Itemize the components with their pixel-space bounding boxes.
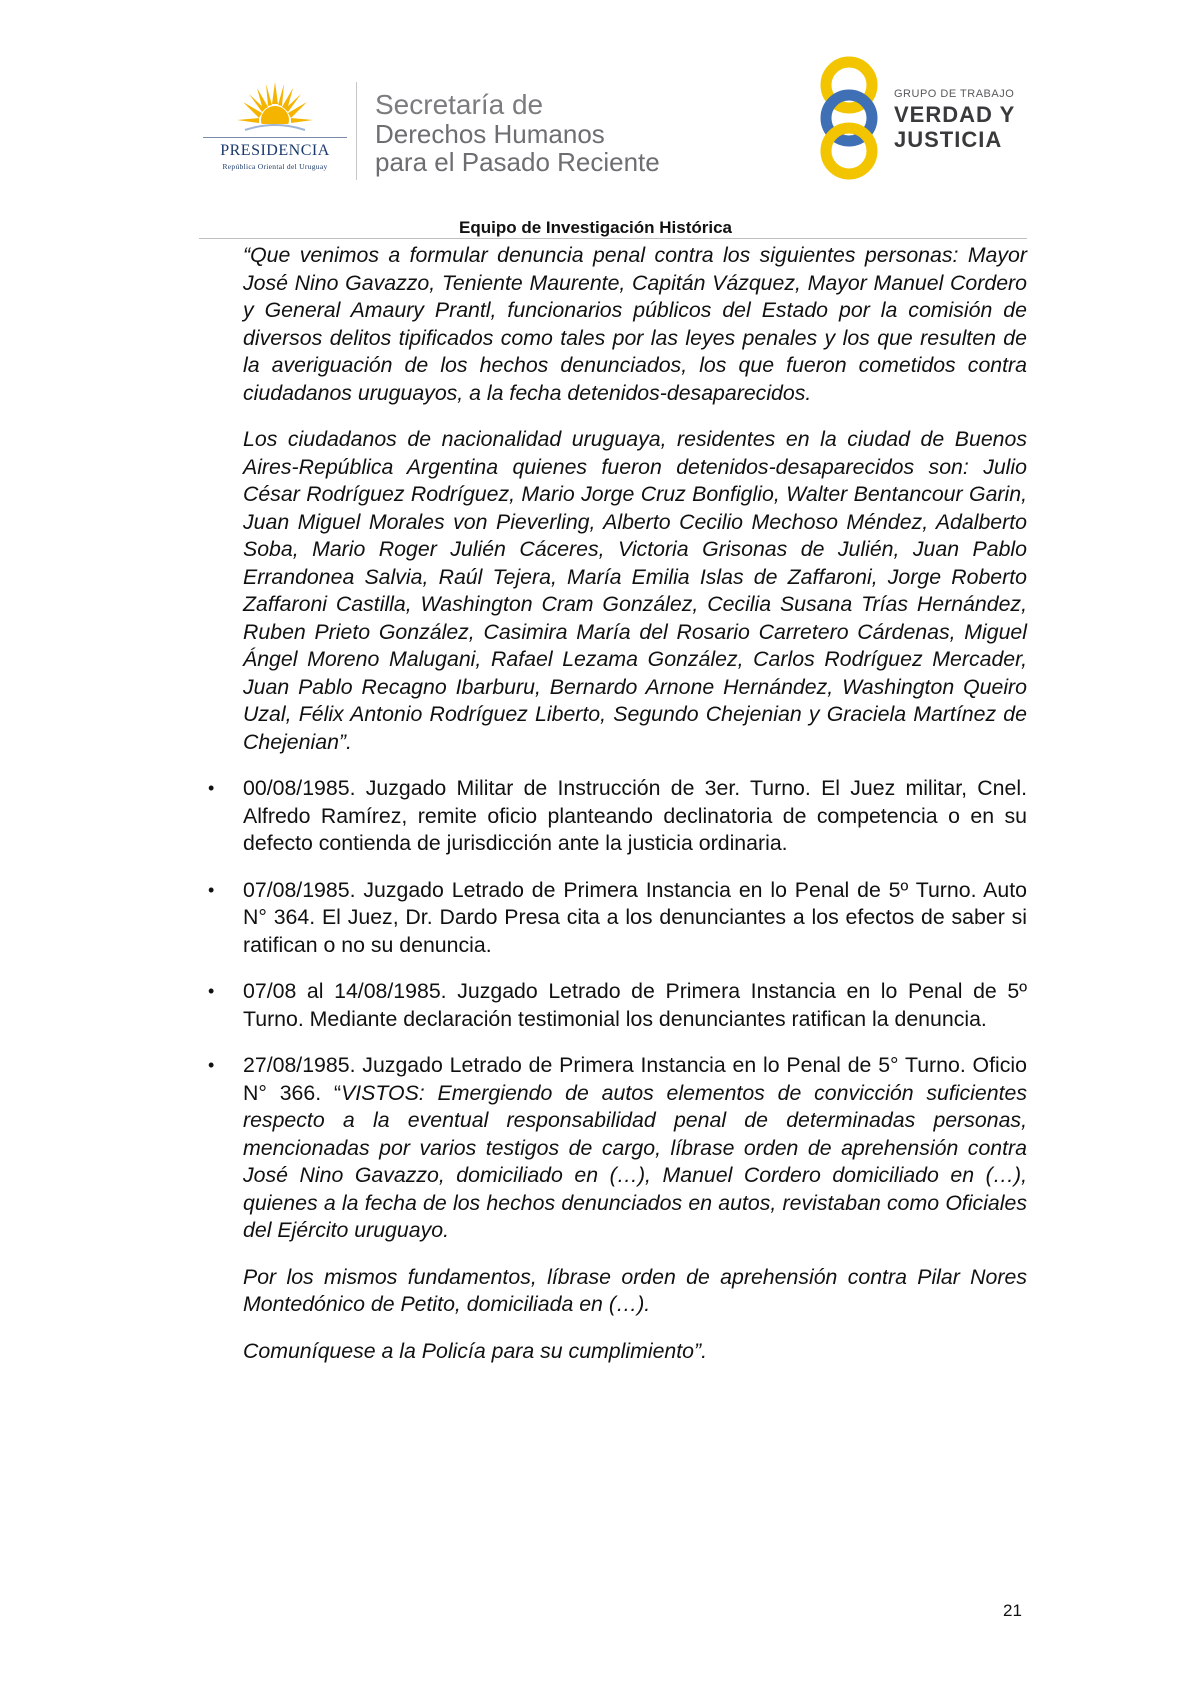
secretaria-line1: Secretaría de bbox=[375, 89, 544, 120]
presidencia-rule bbox=[203, 137, 347, 138]
bullet-icon: • bbox=[208, 778, 215, 798]
bullet-icon: • bbox=[208, 1055, 215, 1075]
vj-title-line2: JUSTICIA bbox=[894, 127, 1003, 152]
secretaria-logo-text bbox=[375, 90, 660, 176]
secretaria-line3: para el Pasado Reciente bbox=[375, 147, 660, 177]
verdad-justicia-logo bbox=[815, 55, 1035, 185]
rings-icon bbox=[815, 55, 887, 181]
quote-paragraph-3: Por los mismos fundamentos, líbrase orden de aprehensión contra Pilar Nores Montedónico de Petito, domiciliada en (…). bbox=[243, 1264, 1027, 1316]
page-number: 21 bbox=[1003, 1601, 1022, 1620]
list-item bbox=[208, 978, 1027, 1033]
quote-paragraph-1: “Que venimos a formular denuncia penal contra los siguientes personas: Mayor José Nino Gavazzo, Teniente Maurente, Capitán Vázquez, Mayor Manuel Cordero y General Amaury Prantl, funcionarios públicos del Estado por la comisión de diversos delitos tipificados como tales por las leyes penales y los que resulten de la averiguación de los hechos denunciados, los que fueron cometidos contra ciudadanos uruguayos, a la fecha detenidos-desaparecidos. bbox=[243, 243, 1027, 405]
list-item-prefix: 27/08/1985. Juzgado Letrado de Primera Instancia en lo Penal de 5° Turno. Oficio N° 366. “ bbox=[243, 1053, 1027, 1105]
list-item-text bbox=[243, 1052, 1027, 1245]
header-divider bbox=[356, 82, 357, 180]
quote-paragraph-4: Comuníquese a la Policía para su cumplimiento”. bbox=[243, 1338, 708, 1363]
secretaria-line2: Derechos Humanos bbox=[375, 119, 605, 149]
presidencia-name: PRESIDENCIA bbox=[220, 142, 330, 159]
section-title: Equipo de Investigación Histórica bbox=[459, 218, 732, 237]
list-item-text: 07/08 al 14/08/1985. Juzgado Letrado de Primera Instancia en lo Penal de 5º Turno. Mediante declaración testimonial los denunciantes ratifican la denuncia. bbox=[243, 979, 1027, 1031]
list-item bbox=[208, 877, 1027, 960]
bullet-icon: • bbox=[208, 879, 215, 900]
list-item-text: 07/08/1985. Juzgado Letrado de Primera Instancia en lo Penal de 5º Turno. Auto N° 364. El Juez, Dr. Dardo Presa cita a los denunciantes a los efectos de saber si ratifican o no su denuncia. bbox=[243, 877, 1027, 957]
document-body bbox=[208, 242, 1027, 1384]
sun-icon bbox=[235, 80, 315, 138]
bullet-icon: • bbox=[208, 981, 215, 1001]
presidencia-logo bbox=[195, 80, 355, 180]
vj-title-line1: VERDAD Y bbox=[894, 102, 1016, 127]
header-rule bbox=[199, 238, 1027, 239]
page-header bbox=[0, 0, 1191, 240]
presidencia-subtitle: República Oriental del Uruguay bbox=[222, 162, 328, 171]
list-item-quote: VISTOS: Emergiendo de autos elementos de convicción suficientes respecto a la eventual responsabilidad penal de determinadas personas, mencionadas por varios testigos de cargo, líbrase orden de aprehensión contra José Nino Gavazzo, domiciliado en (…), Manuel Cordero domiciliado en (…), quienes a la fecha de los hechos denunciados en autos, revistaban como Oficiales del Ejército uruguayo. bbox=[243, 1080, 1027, 1242]
list-item bbox=[208, 775, 1027, 858]
quote-paragraph-2: Los ciudadanos de nacionalidad uruguaya, residentes en la ciudad de Buenos Aires-República Argentina quienes fueron detenidos-desaparecidos son: Julio César Rodríguez Rodríguez, Mario Jorge Cruz Bonfiglio, Walter Bentancour Garin, Juan Miguel Morales von Pieverling, Alberto Cecilio Mechoso Méndez, Adalberto Soba, Mario Roger Julién Cáceres, Victoria Grisonas de Julién, Juan Pablo Errandonea Salvia, Raúl Tejera, María Emilia Islas de Zaffaroni, Jorge Roberto Zaffaroni Castilla, Washington Cram González, Cecilia Susana Trías Hernández, Ruben Prieto González, Casimira María del Rosario Carretero Cárdenas, Miguel Ángel Moreno Malugani, Rafael Lezama González, Carlos Rodríguez Mercader, Juan Pablo Recagno Ibarburu, Bernardo Arnone Hernández, Washington Queiro Uzal, Félix Antonio Rodríguez Liberto, Segundo Chejenian y Graciela Martínez de Chejenian”. bbox=[243, 427, 1027, 754]
vj-subtitle: GRUPO DE TRABAJO bbox=[894, 88, 1015, 100]
list-item-text: 00/08/1985. Juzgado Militar de Instrucción de 3er. Turno. El Juez militar, Cnel. Alfredo Ramírez, remite oficio planteando declinatoria de competencia o en su defecto contienda de jurisdicción ante la justicia ordinaria. bbox=[243, 776, 1027, 855]
list-item bbox=[208, 1052, 1027, 1365]
